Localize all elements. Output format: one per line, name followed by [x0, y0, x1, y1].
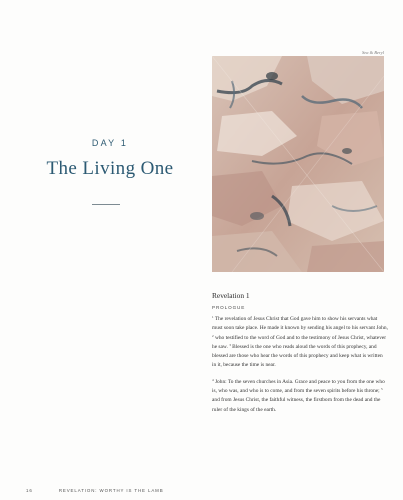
verse-number: 5 [381, 387, 383, 392]
day-label: DAY 1 [91, 138, 129, 148]
running-title: REVELATION: WORTHY IS THE LAMB [58, 488, 164, 493]
day-title: The Living One [46, 158, 174, 179]
verse-number: 2 [212, 333, 214, 338]
passage-subheading: PROLOGUE [212, 305, 246, 310]
verse-text: who testified to the word of God and to the testimony of Jesus Christ, whatever he saw. [212, 334, 387, 350]
verse-text: Blessed is the one who reads aloud the words of this prophecy, and blessed are those who hear the words of this prophecy and keep what is written in it, because the time is near. [212, 343, 383, 369]
verse-number: 4 [212, 377, 214, 382]
stone-texture [212, 56, 384, 272]
passage-paragraph [212, 378, 388, 415]
image-caption: Sea & Beryl [362, 50, 384, 55]
verse-text: and from Jesus Christ, the faithful witness, the firstborn from the dead and the ruler of the kings of the earth. [212, 397, 381, 413]
title-divider [92, 204, 120, 205]
passage-paragraph [212, 315, 388, 371]
page-footer [26, 488, 164, 493]
verse-number: 1 [212, 315, 214, 319]
verse-text: John: To the seven churches in Asia. Grace and peace to you from the one who is, who was, and who is to come, and from the seven spirits before his throne; [212, 378, 385, 395]
passage-reference: Revelation 1 [212, 291, 250, 300]
verse-number: 3 [229, 342, 231, 347]
page-number: 16 [26, 488, 33, 493]
beryl-stone-photo [212, 56, 384, 272]
scripture-passage [212, 291, 388, 415]
verse-text: The revelation of Jesus Christ that God gave him to show his servants what must soon take place. He made it known by sending his angel to his servant John, [212, 316, 388, 332]
